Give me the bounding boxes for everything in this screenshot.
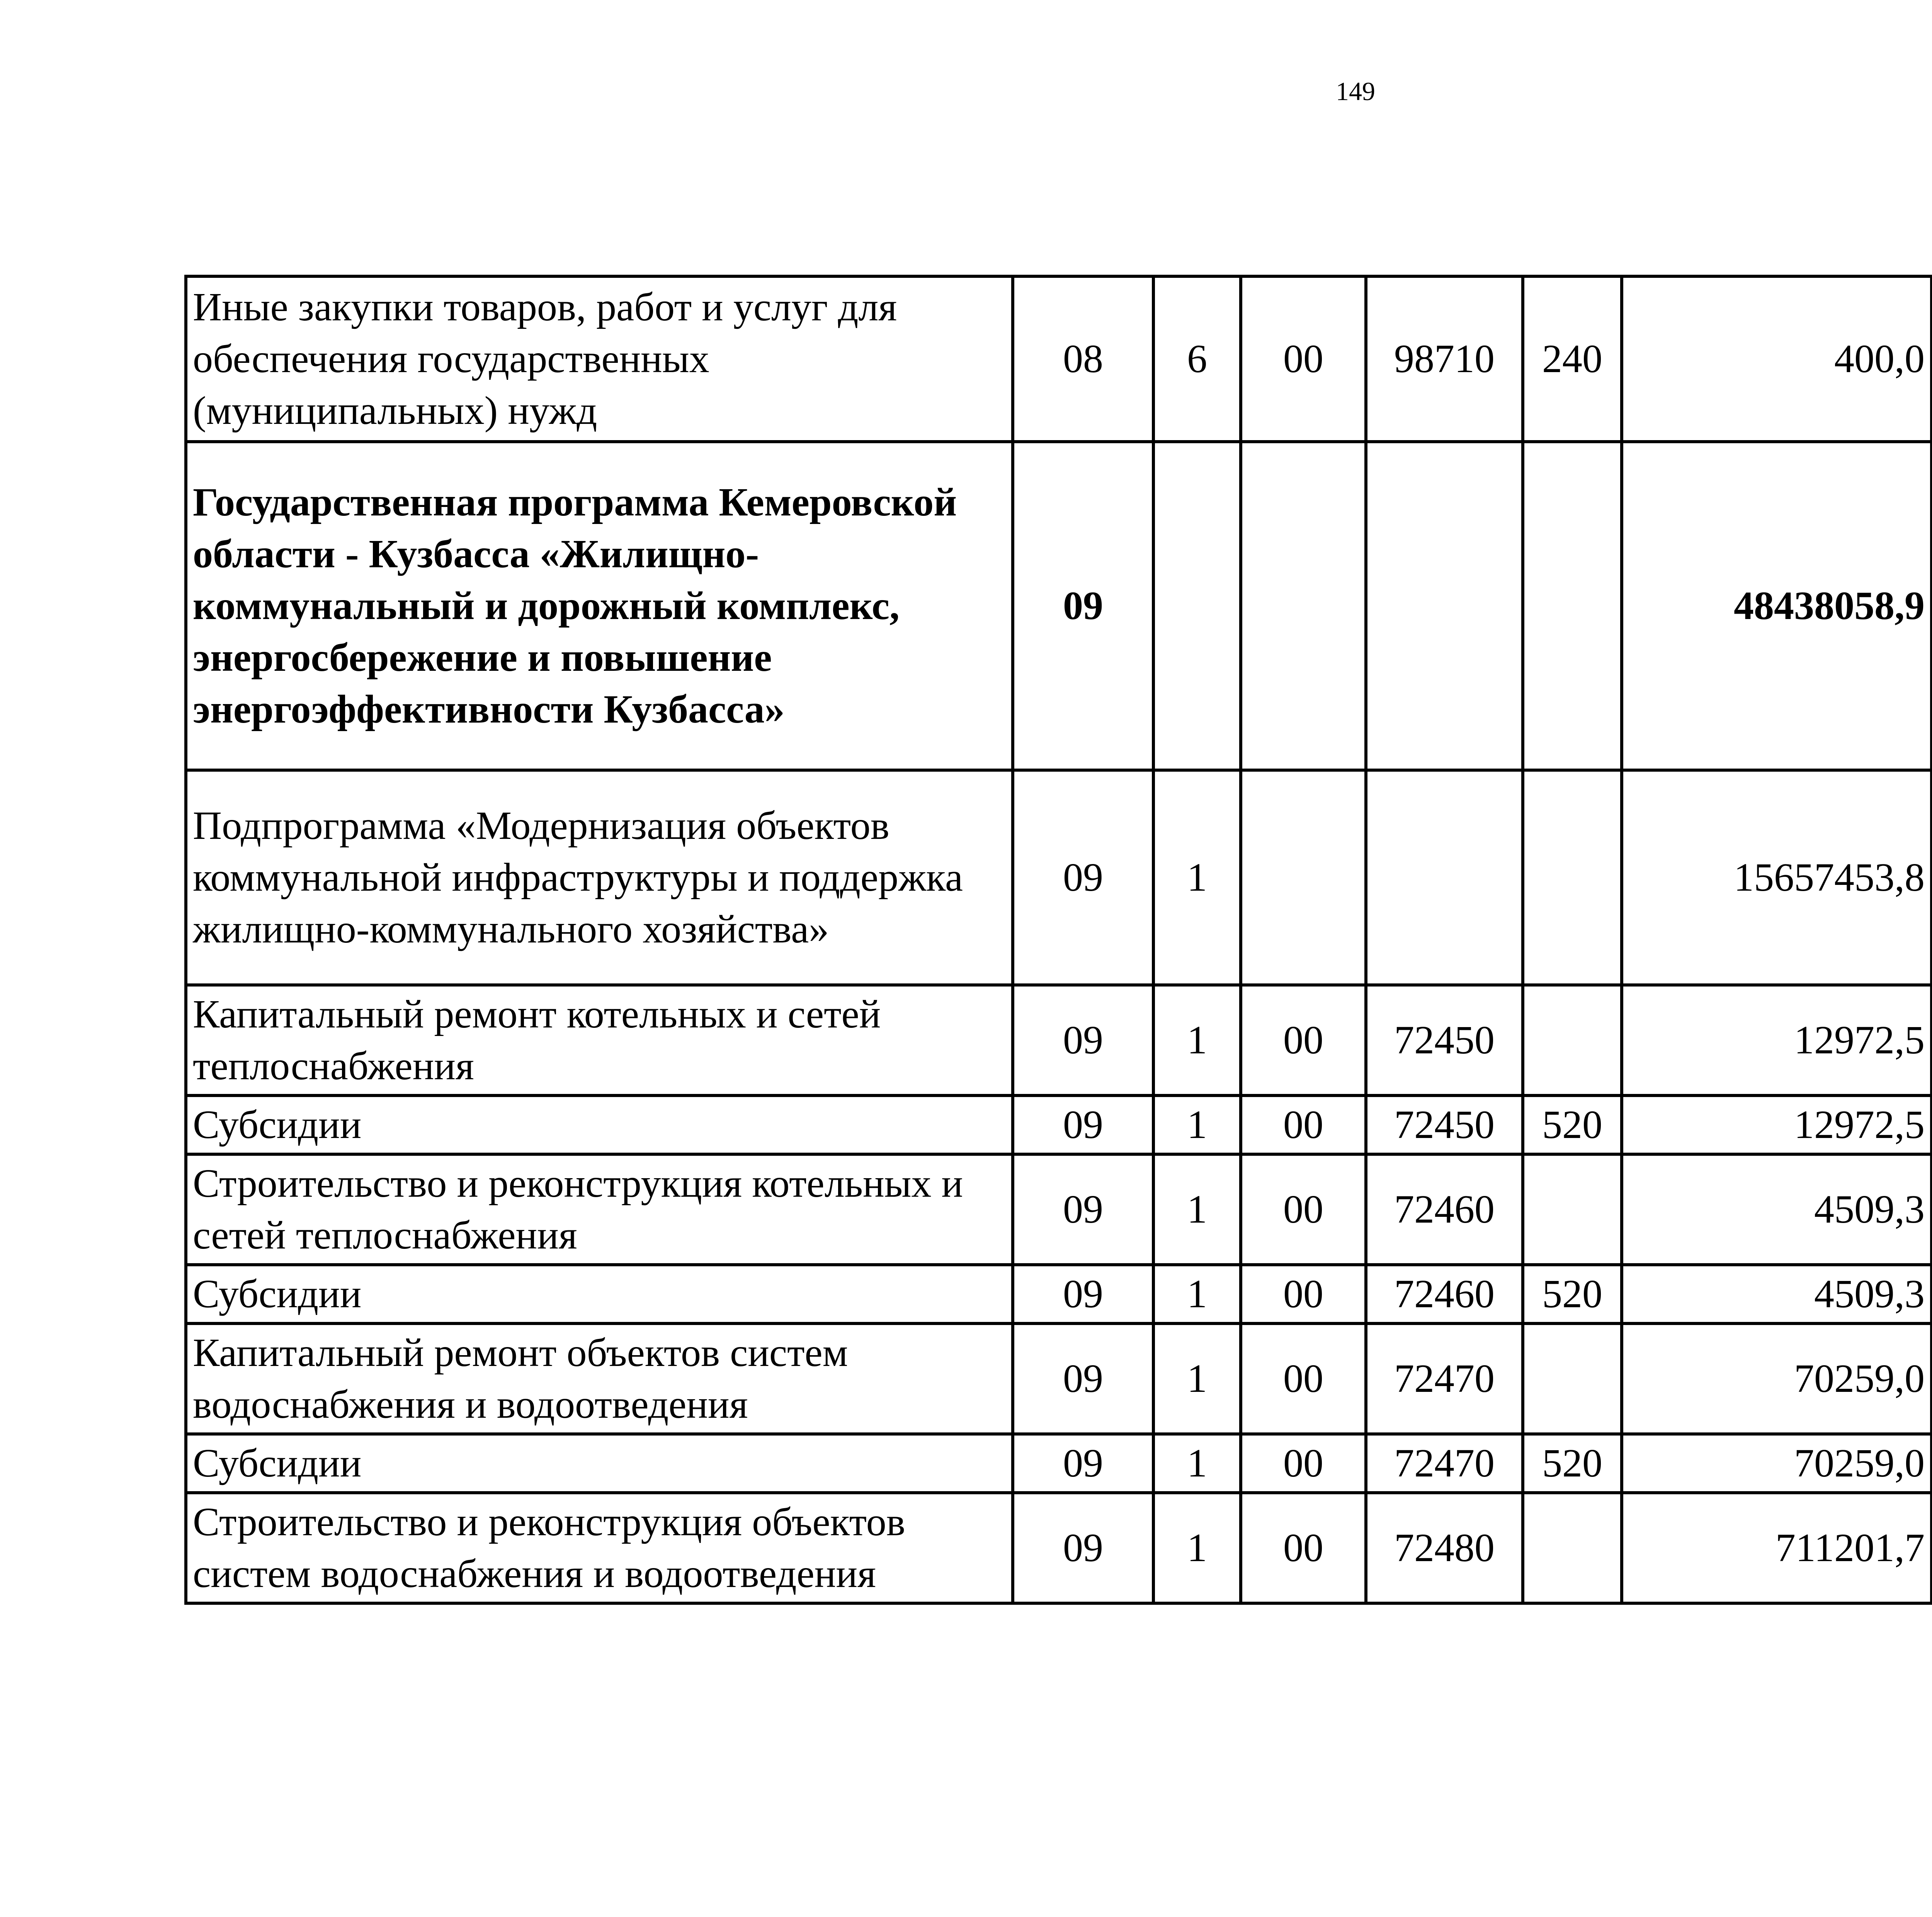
table-row [186,1323,1932,1434]
row-name-cell: Субсидии [186,1265,1013,1323]
direction-code-cell: 72470 [1366,1434,1523,1493]
table-row [186,442,1932,770]
subprogram-code-cell: 1 [1153,1323,1241,1434]
program-code-cell: 09 [1013,1323,1153,1434]
program-code-cell: 09 [1013,1493,1153,1603]
row-name-cell: Подпрограмма «Модернизация объектов коммунальной инфраструктуры и поддержка жилищно-коммунального хозяйства» [186,770,1013,985]
direction-code-cell [1366,770,1523,985]
amount-year1-cell: 4509,3 [1622,1265,1932,1323]
expense-type-cell: 520 [1523,1095,1622,1154]
subprogram-code-cell: 1 [1153,1265,1241,1323]
expense-type-cell [1523,1493,1622,1603]
direction-code-cell: 72450 [1366,1095,1523,1154]
budget-table [184,275,1932,1605]
program-code-cell: 09 [1013,1095,1153,1154]
table-row [186,770,1932,985]
direction-code-cell: 72470 [1366,1323,1523,1434]
table-row [186,276,1932,442]
program-code-cell: 09 [1013,1154,1153,1265]
subprogram-code-cell: 1 [1153,770,1241,985]
amount-year1-cell: 70259,0 [1622,1323,1932,1434]
direction-code-cell [1366,442,1523,770]
program-code-cell: 09 [1013,1434,1153,1493]
amount-year1-cell: 48438058,9 [1622,442,1932,770]
table-row [186,1434,1932,1493]
row-name-cell: Субсидии [186,1434,1013,1493]
program-code-cell: 09 [1013,442,1153,770]
expense-type-cell: 520 [1523,1434,1622,1493]
expense-type-cell: 240 [1523,276,1622,442]
event-code-cell: 00 [1241,1434,1366,1493]
amount-year1-cell: 400,0 [1622,276,1932,442]
subprogram-code-cell [1153,442,1241,770]
row-name-cell: Субсидии [186,1095,1013,1154]
direction-code-cell: 72460 [1366,1154,1523,1265]
event-code-cell: 00 [1241,276,1366,442]
table-row [186,1095,1932,1154]
table-row [186,1493,1932,1603]
row-name-cell: Капитальный ремонт объектов систем водоснабжения и водоотведения [186,1323,1013,1434]
amount-year1-cell: 4509,3 [1622,1154,1932,1265]
amount-year1-cell: 15657453,8 [1622,770,1932,985]
program-code-cell: 09 [1013,985,1153,1095]
event-code-cell: 00 [1241,1095,1366,1154]
subprogram-code-cell: 6 [1153,276,1241,442]
event-code-cell [1241,770,1366,985]
subprogram-code-cell: 1 [1153,1493,1241,1603]
row-name-cell: Капитальный ремонт котельных и сетей теплоснабжения [186,985,1013,1095]
subprogram-code-cell: 1 [1153,1434,1241,1493]
table-row [186,1265,1932,1323]
row-name-cell: Государственная программа Кемеровской области - Кузбасса «Жилищно-коммунальный и дорожный комплекс, энергосбережение и повышение энергоэффективности Кузбасса» [186,442,1013,770]
row-name-cell: Строительство и реконструкция объектов систем водоснабжения и водоотведения [186,1493,1013,1603]
event-code-cell: 00 [1241,1154,1366,1265]
program-code-cell: 09 [1013,1265,1153,1323]
program-code-cell: 09 [1013,770,1153,985]
direction-code-cell: 72480 [1366,1493,1523,1603]
amount-year1-cell: 12972,5 [1622,985,1932,1095]
event-code-cell: 00 [1241,1493,1366,1603]
amount-year1-cell: 711201,7 [1622,1493,1932,1603]
expense-type-cell [1523,442,1622,770]
expense-type-cell [1523,985,1622,1095]
program-code-cell: 08 [1013,276,1153,442]
table-row [186,1154,1932,1265]
table-row [186,985,1932,1095]
amount-year1-cell: 70259,0 [1622,1434,1932,1493]
subprogram-code-cell: 1 [1153,1154,1241,1265]
direction-code-cell: 98710 [1366,276,1523,442]
event-code-cell: 00 [1241,1265,1366,1323]
direction-code-cell: 72460 [1366,1265,1523,1323]
expense-type-cell [1523,1154,1622,1265]
subprogram-code-cell: 1 [1153,1095,1241,1154]
subprogram-code-cell: 1 [1153,985,1241,1095]
amount-year1-cell: 12972,5 [1622,1095,1932,1154]
page-number: 149 [1336,77,1375,106]
row-name-cell: Иные закупки товаров, работ и услуг для обеспечения государственных (муниципальных) нужд [186,276,1013,442]
expense-type-cell [1523,1323,1622,1434]
row-name-cell: Строительство и реконструкция котельных и сетей теплоснабжения [186,1154,1013,1265]
table-body [186,276,1932,1603]
event-code-cell: 00 [1241,1323,1366,1434]
event-code-cell: 00 [1241,985,1366,1095]
expense-type-cell [1523,770,1622,985]
expense-type-cell: 520 [1523,1265,1622,1323]
direction-code-cell: 72450 [1366,985,1523,1095]
event-code-cell [1241,442,1366,770]
